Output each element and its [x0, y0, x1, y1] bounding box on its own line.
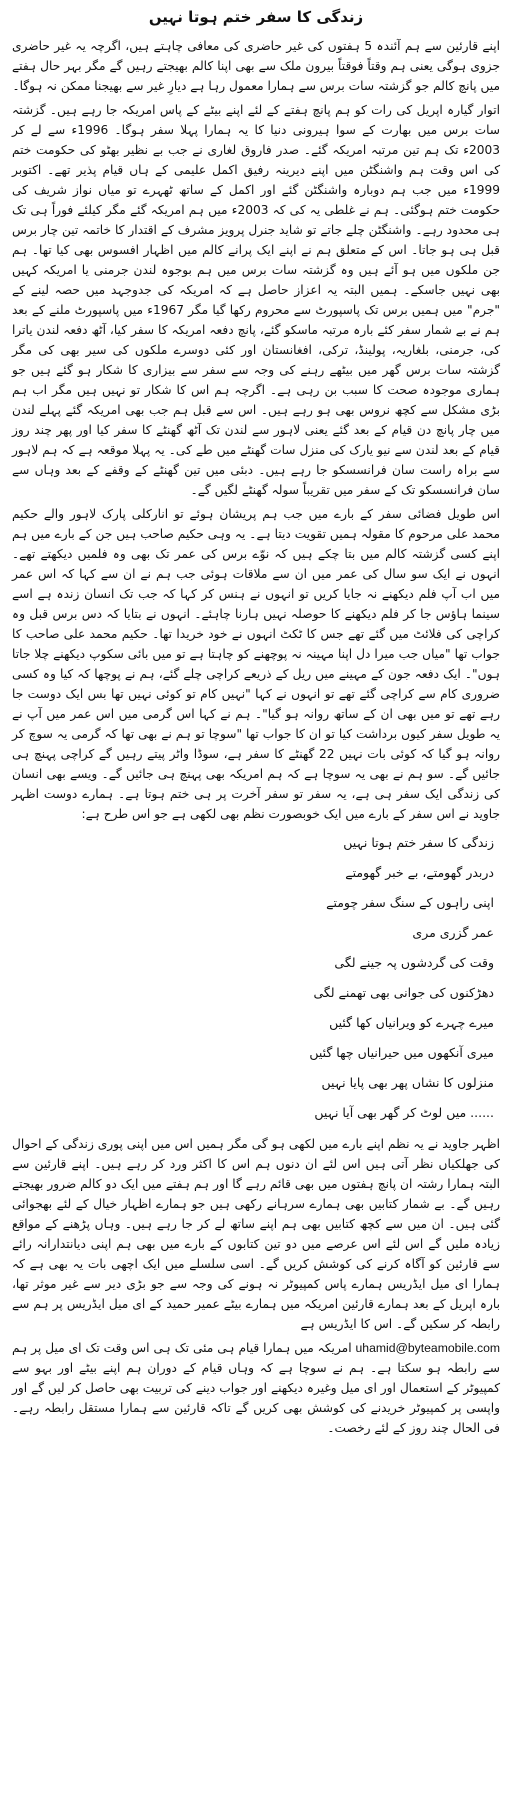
paragraph-email: [12, 1338, 500, 1438]
poem-line: زندگی کا سفر ختم ہوتا نہیں: [343, 835, 494, 850]
poem-line: اپنی راہوں کے سنگ سفر چومتے: [326, 895, 494, 910]
paragraph-final: امریکہ میں ہمارا قیام ہی مئی تک ہی اس وقت تک ای میل پر ہم سے رابطہ ہو سکتا ہے۔ ہم نے سوچا ہے کہ وہاں قیام کے دوران ہم اپنے بیٹے اور بہو سے کمپیوٹر کے استعمال اور ای میل وغیرہ دیکھنے اور جواب دینے کی تربیت بھی حاصل کر لیں گے اور واپسی پر کمپیوٹر خریدنے کی کوشش بھی کریں گے تاکہ قارئین سے ہمارا مستقل رابطہ رہے۔ فی الحال چند روز کے لئے رخصت۔: [12, 1341, 500, 1435]
poem-line: عمر گزری مری: [412, 925, 494, 940]
poem-line: وقت کی گردشوں پہ جینے لگی: [334, 955, 494, 970]
poem-line: دھڑکنوں کی جوانی بھی تھمنے لگی: [313, 985, 494, 1000]
paragraph-closing: اظہر جاوید نے یہ نظم اپنے بارے میں لکھی ہو گی مگر ہمیں اس میں اپنی پوری زندگی کے احوال کی جھلکیاں نظر آتی ہیں اس لئے ان دنوں ہم اس کا اکثر ورد کر رہے ہیں۔ اپنے قارئین سے البتہ ہمارا رشتہ ان پانچ ہفتوں میں بھی قائم رہے گا اور ہم ہفتے میں ایک دو کالم ضرور بھیجتے رہیں گے۔ بے شمار کتابیں بھی ہمارے سرہانے رکھی ہیں جو ہمارے اظہار خیال کے لئے بھجوائی گئی ہیں۔ ان میں سے کچھ کتابیں بھی ہم اپنے ساتھ لے کر جا رہے ہیں۔ وہاں پڑھنے کے مواقع زیادہ ملیں گے اس لئے اس عرصے میں دو تین کتابوں کے بارے میں بھی ہم اپنی دیانتدارانہ رائے سے قارئین کو آگاہ کرنے کی کوشش کریں گے۔ اسی سلسلے میں ایک اچھی بات یہ بھی ہے کہ ہمارا ای میل ایڈریس ہمارے پاس کمپیوٹر نہ ہونے کی وجہ سے جو بڑی دیر سے غیر موثر تھا، بارہ اپریل کے بعد ہمارے قارئین امریکہ میں ہمارے بیٹے عمیر حمید کے ای میل ایڈریس پر ہم سے رابطہ کر سکیں گے۔ اس کا ایڈریس ہے: [12, 1137, 500, 1331]
poem-line: میرے چہرے کو ویرانیاں کھا گئیں: [329, 1015, 494, 1030]
paragraph-hakeem: اس طویل فضائی سفر کے بارے میں جب ہم پریشان ہوئے تو انارکلی پارک لاہور والے حکیم محمد علی مرحوم کا مقولہ ہمیں تقویت دیتا ہے۔ یہ وہی حکیم صاحب ہیں جن کے بارے میں ہم اپنے کسی گزشتہ کالم میں بتا چکے ہیں کہ نوّے برس کی عمر تک بھی وہ فلمیں دیکھتے تھے۔ انہوں نے ایک سو سال کی عمر میں ان سے ملاقات ہوئی جب ہم نے ان سے کہا کہ اس عمر میں اب آپ فلم دیکھنے نہ جایا کریں تو انہوں نے ہنس کر کہا کہ جب تک انسان زندہ ہے اسے سینما ہاؤس جا کر فلم دیکھنے کا حوصلہ نہیں ہارنا چاہئے۔ انہوں نے بتایا کہ دس برس قبل وہ کراچی کی فلائٹ میں گئے تھے جس کا ٹکٹ انہوں نے خود خریدا تھا۔ حکیم محمد علی صاحب کا جواب تھا "میاں جب میرا دل اپنا مہینہ نہ پوچھنے کو چاہتا ہے تو میں بائی سکوپ دیکھنے چلا جاتا ہوں"۔ ایک دفعہ جون کے مہینے میں ریل کے ذریعے کراچی چلے گئے، ہم نے پوچھا کہ کیا وہ کسی ضروری کام سے کراچی گئے تھے تو انہوں نے کہا "نہیں کام تو کوئی نہیں تھا بس ایک دوست جا رہے تھے تو میں بھی ان کے ساتھ روانہ ہو گیا"۔ ہم نے کہا اس گرمی میں اس عمر میں آپ نے یہ طویل سفر کیوں برداشت کیا تو ان کا جواب تھا "سوچا تو ہم نے بھی تھا کہ گرمی یہ سوچ کر روانہ ہو گیا کہ کوئی بات نہیں 22 گھنٹے کا سفر ہے، سوڈا واٹر پیتے رہیں گے کراچی پہنچ ہی جائیں گے۔ سو ہم نے بھی یہ سوچا ہے کہ ہم امریکہ بھی پہنچ ہی جائیں گے۔ ویسے بھی انسان کی زندگی ایک سفر ہی ہے، یہ سفر تو سفر آخرت پر ہی ختم ہوتا ہے۔ ہمارے دوست اظہر جاوید نے اس سفر کے بارے میں ایک خوبصورت نظم بھی لکھی ہے جو اس طرح ہے:: [12, 507, 500, 821]
poem: [12, 828, 500, 1128]
poem-line: میری آنکھوں میں حیرانیاں چھا گئیں: [309, 1045, 494, 1060]
column-title: زندگی کا سفر ختم ہوتا نہیں: [148, 8, 364, 26]
poem-line: منزلوں کا نشاں پھر بھی پایا نہیں: [321, 1075, 494, 1090]
paragraph-intro: اپنے قارئین سے ہم آئندہ 5 ہفتوں کی غیر حاضری کی معافی چاہتے ہیں، اگرچہ یہ غیر حاضری جزوی ہوگی یعنی ہم وقتاً فوقتاً بیرون ملک سے بھی اپنا کالم بھیجتے رہیں گے مگر بہر حال ہفتے میں پانچ کالم جو گزشتہ سات برس سے ہمارا معمول رہا ہے دیارِ غیر سے بھیجنا ممکن نہ ہوگا۔: [12, 39, 500, 93]
poem-line: دربدر گھومتے، بے خبر گھومتے: [345, 865, 494, 880]
poem-line: ...... میں لوٹ کر گھر بھی آیا نہیں: [314, 1105, 494, 1120]
paragraph-travel: اتوار گیارہ اپریل کی رات کو ہم پانچ ہفتے کے لئے اپنے بیٹے کے پاس امریکہ جا رہے ہیں۔ گزشتہ سات برس میں بھارت کے سوا ہیرونی دنیا کا یہ ہمارا پہلا سفر ہوگا۔ 1996ء سے لے کر 2003ء تک ہم تین مرتبہ امریکہ گئے۔ صدر فاروق لغاری نے جب بے نظیر بھٹو کی حکومت ختم کی اس وقت ہم واشنگٹن میں اپنے دیرینہ رفیق اکمل علیمی کے ہاں قیام پذیر تھے۔ اکتوبر 1999ء میں جب ہم دوبارہ واشنگٹن گئے اور اکمل کے ساتھ ٹھہرے تو میاں نواز شریف کی حکومت ختم ہوگئی۔ ہم نے غلطی یہ کی کہ 2003ء میں ہم امریکہ گئے مگر کیلئے فوراً ہی تک ہی محدود رہے۔ واشنگٹن چلے جاتے تو شاید جنرل پرویز مشرف کے اقتدار کا خاتمہ تین چار برس قبل ہی ہو جاتا۔ اس کے متعلق ہم نے اپنے ایک پرانے کالم میں اظہار افسوس بھی کیا تھا۔ ہم جن ملکوں میں ہو آئے ہیں وہ گزشتہ سات برس میں ہم بوجوہ لندن جرمنی یا امریکہ کہیں بھی نہیں جاسکے۔ ہمیں البتہ یہ اعزاز حاصل ہے کہ امریکہ کی جدوجہد میں حصہ لینے کے "جرم" میں ہمیں برس تک پاسپورٹ سے محروم رکھا گیا مگر 1967ء میں پاسپورٹ ملنے کے بعد ہم نے بے شمار سفر کئے بارہ مرتبہ ماسکو گئے، پانچ دفعہ امریکہ کا سفر کیا، آٹھ دفعہ لندن یاترا کی، جرمنی، بلغاریہ، پولینڈ، ترکی، افغانستان اور کئی دوسرے ملکوں کی سیر بھی کی مگر گزشتہ سات برس گھر میں بیٹھے رہنے کی وجہ سے سفر سے بیزاری کا شکار ہو گئے ہیں جو ہماری موجودہ صحت کا سبب بن رہی ہے۔ اگرچہ ہم اس کا شکار تو نہیں ہیں مگر اب ہم بڑی مشکل سے کچھ نروس بھی ہو رہے ہیں۔ اس سے قبل ہم جب بھی امریکہ گئے پہلے لندن میں چار پانچ دن قیام کے بعد گئے یعنی لاہور سے لندن تک آٹھ گھنٹے کا سفر کیا اور پھر چند روز قیام کے بعد لندن سے نیو یارک کی منزل سات گھنٹے میں طے کی۔ یہ پہلا موقعہ ہے کہ ہم لاہور سے براہ راست سان فرانسسکو جا رہے ہیں۔ دبئی میں تین گھنٹے کے وقفے کے بعد وہاں سے سان فرانسسکو تک کے سفر میں تقریباً سولہ گھنٹے لگیں گے۔: [12, 103, 501, 497]
email-address[interactable]: uhamid@byteamobile.com: [355, 1341, 501, 1355]
